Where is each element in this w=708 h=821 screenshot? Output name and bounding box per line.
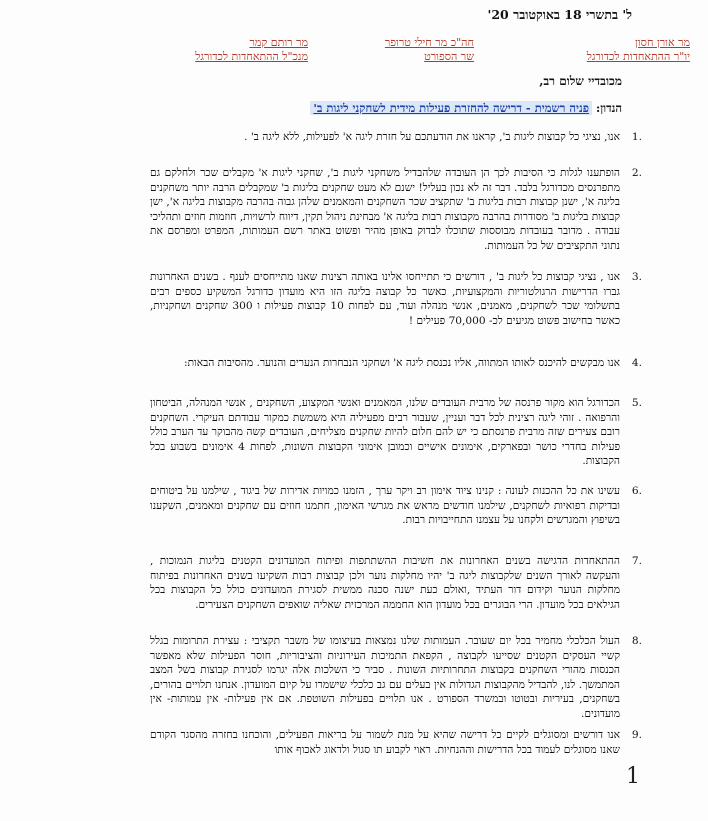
- paragraph-3: [150, 270, 642, 328]
- paragraph-text: ההתאחדות הדגישה בשנים האחרונות את חשיבות ההשתתפות ופיתוח המועדונים הקטנים בליגות הנמוכות , והעקשה לאורך השנים שלקבוצות ליגה ב' יהיו מחלקות נוער ולכן קבוצות רבות השקיעו בשנים האחרונות בפיתוח מחלקות הנוער וקידום דור העתיד ,ואולם כעת ישנה סכנה ממשית לסגירת המועדונים כולל כל הקבוצות בכל הגילאים בכל מועדון. הרי הבוגרים בכל מועדון הוא החממה המרכזית שאליה שואפים השחקנים הצעירים.: [150, 555, 620, 611]
- paragraph-number: 9.: [631, 729, 642, 741]
- paragraph-number: 1.: [631, 131, 642, 143]
- paragraph-5: [150, 396, 642, 469]
- paragraph-7: [150, 554, 642, 612]
- addressee-chairman: [587, 36, 690, 64]
- subject-line: [310, 101, 622, 115]
- paragraph-6: [150, 484, 642, 528]
- paragraph-text: הופתענו לגלות כי הסיבות לכך הן העובדה שלהבדיל משחקני ליגות ב', שחקני ליגות א' מקבלים שכר ולחלקם גם מתפרנסים מכדורגל בלבד. דבר זה לא נכון בעליל! ישנם לא מעט שחקנים בליגות ב' שמקבלים הרבה יותר משחקנים בליגה א', ישנן קבוצות רבות בליגות ב' שתקציב שכר השחקנים והמאמנים שלהן גבוה בהרבה מקבוצות בליגה א', ישן קבוצות בליגות ב' מסודרות בהרבה מקבוצות רבות בליגה א' מבחינת ניהול תקין, דיווח לרשויות, חוזמות חוזים ותהליכי עבודה . מדובר בעובדות מבוססות שתוכלו לבדוק באופן מהיר ופשוט באתר רשם העמותות, המפרט ומפרסם את נתוני התקציבים של כל העמותות.: [150, 167, 620, 252]
- letter-date: ל' בתשרי 18 באוקטובר 20': [487, 7, 632, 22]
- paragraph-text: אנו, נציגי כל קבוצות ליגות ב', קראנו את הודעתכם על חזרת ליגה א' לפעילות, ללא ליגה ב' .: [244, 131, 620, 143]
- paragraph-number: 2.: [631, 167, 642, 179]
- paragraph-number: 6.: [631, 485, 642, 497]
- subject-text: פניה רשמית - דרישה להחזרת פעילות מידית לשחקני ליגות ב': [310, 101, 592, 115]
- addressee-minister: [385, 36, 474, 64]
- addressee-ceo: [195, 36, 308, 64]
- paragraph-text: אנו , נציגי קבוצות כל ליגות ב' , דורשים כי תתייחסו אלינו באותה רצינות שאנו מתייחסים לענף . בשנים האחרונות גברו הדרישות הרגולטוריות והמקצועיות, כאשר כל קבוצה בליגה הזו היא מועדון כדורגל המשקיע כספים רבים בתשלומי שכר לשחקנים, מאמנים, אנשי מנהלה ועוד, עם לפחות 10 קבוצות פעילות ו 300 שחקנים ושחקניות, כאשר בחישוב פשוט מגיעים לכ- 70,000 פעילים !: [150, 271, 621, 327]
- paragraph-number: 7.: [631, 555, 642, 567]
- paragraph-1: [150, 130, 642, 145]
- addressee-name: חה"כ מר חילי טרופר: [384, 36, 474, 49]
- addressee-title: מנכ"ל ההתאחדות לכדורגל: [195, 50, 308, 63]
- paragraph-number: 4.: [631, 357, 642, 369]
- addressee-title: שר הספורט: [424, 50, 474, 63]
- greeting: מכובדיי שלום רב,: [539, 74, 622, 88]
- paragraph-number: 8.: [631, 635, 642, 647]
- paragraph-2: [150, 166, 642, 254]
- paragraph-number: 5.: [631, 397, 642, 409]
- paragraph-4: [150, 356, 642, 371]
- paragraph-text: אנו מבקשים להיכנס לאותו המתווה, אליו נכנסת ליגה א' ושחקני הנבחרות הנערים והנוער. מהסיבות הבאות:: [184, 357, 620, 369]
- paragraph-text: העול הכלכלי מחמיר בכל יום שעובר. העמותות שלנו נמצאות בעיצומו של משבר תקציבי : עצירת התרומות בגלל קשיי העסקים הקטנים שסייעו לקבוצה , הקפאת התמיכות העירוניות והציבוריות, חוסר הפעילות שלא מאפשר הכנסות מהורי השחקנים בקבוצות התחרותיות השונות . סביר כי השלכות אלה יגרמו לסגירת קבוצות בשל המצב המתמשך. לנו, להבדיל מהקבוצות הגדולות אין בעלים עם גב כלכלי שישמרו על קיום המועדון. אנחנו תלויים בהורים, בשחקנים, בעיריות ובטוטו ובמשרד הספורט . אנו תלויים בפעילות השוטפת. אם אין פעילות- אין עמותות- אין מועדונים.: [150, 635, 620, 720]
- addressee-name: מר אורן חסון: [635, 36, 690, 49]
- addressee-name: מר רותם קמר: [249, 36, 308, 49]
- addressee-title: יו"ר ההתאחדות לכדורגל: [586, 50, 690, 63]
- paragraph-number: 3.: [631, 271, 642, 283]
- paragraph-8: [150, 634, 642, 722]
- page-number: 1: [626, 764, 640, 789]
- addressees: [150, 36, 690, 66]
- paragraph-9: [150, 728, 642, 757]
- paragraph-text: עשינו את כל ההכנות לעונה : קנינו ציוד אימון רב ויקר ערך , הזמנו כמויות אדירות של ביגוד , שילמנו על ביטוחים ובדיקות רפואיות לשחקנים, שילמנו חודשים מראש את מגרשי האימון, חתמנו חוזים עם שחקנים ומאמנים, השקענו בשיפוץ והמגרשים ולקחנו על עצמנו התחייבויות רבות.: [150, 485, 620, 527]
- paragraph-text: הכדורגל הוא מקור פרנסה של מרבית העובדים שלנו, המאמנים ואנשי המקצוע, השחקנים , אנשי המנהלה, הביטחון והרפואה . זוהי ליגה רצינית לכל דבר ועניין, שעבור רבים מפעיליה היא משמשת כמקור עבודתם העיקרי. השחקנים רובם צעירים שזה מרבית פרנסתם כי יש להם חלום להיות שחקנים מצליחים, העובדים קשה מהבוקר עד הערב כולל פעילות בחדרי כושר ובפארקים, אימונים אישיים וכמובן אימוני הקבוצות השונות, לפחות 4 אימונים בשבוע בכל הקבוצות.: [150, 397, 621, 468]
- paragraph-text: אנו דורשים ומסוגלים לקיים כל דרישה שהיא על מנת לשמור על בריאות הפעילים, והוכחנו בחזרה מהסגר הקודם שאנו מסוגלים לעמוד בכל הדרישות וההנחיות. ראוי לקבוע תו סגול ולדאוג לאכוף אותו: [150, 729, 620, 756]
- subject-prefix: הנדון:: [595, 101, 622, 115]
